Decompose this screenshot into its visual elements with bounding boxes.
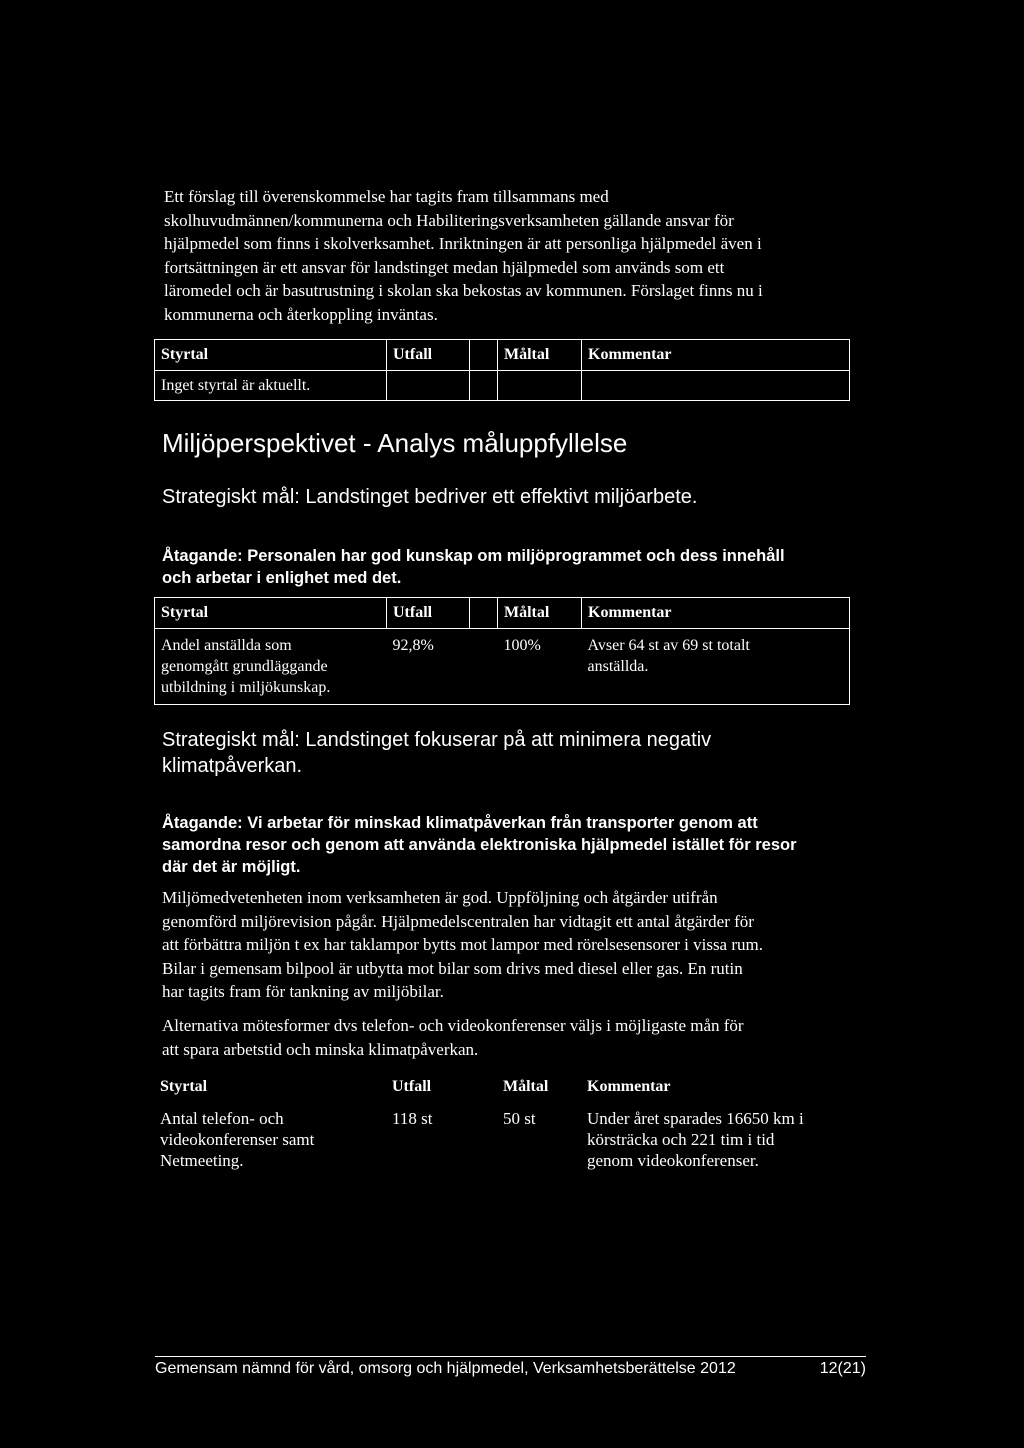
- page-number: 12(21): [819, 1360, 866, 1377]
- cell-line: Antal telefon- och: [160, 1109, 284, 1128]
- cell-utfall: 118 st: [392, 1109, 433, 1128]
- header-maltal: Måltal: [503, 1078, 549, 1095]
- header-gap: [470, 340, 498, 371]
- strategic-goal-2: [162, 727, 711, 779]
- header-maltal: Måltal: [498, 598, 582, 629]
- paragraph-line: Ett förslag till överenskommelse har tagits fram tillsammans med: [164, 187, 609, 206]
- header-styrtal: Styrtal: [160, 1078, 208, 1095]
- cell-line: utbildning i miljökunskap.: [161, 679, 331, 696]
- commitment-line: Åtagande: Vi arbetar för minskad klimatpåverkan från transporter genom att: [162, 814, 758, 832]
- paragraph-line: fortsättningen är ett ansvar för landstinget medan hjälpmedel som används som ett: [164, 257, 725, 277]
- paragraph-line: Bilar i gemensam bilpool är utbytta mot bilar som drivs med diesel eller gas. En rutin: [162, 958, 743, 978]
- cell-gap: [470, 371, 498, 401]
- cell-line: anställda.: [587, 658, 649, 675]
- cell-line: Andel anställda som: [161, 637, 292, 654]
- cell-styrtal: [155, 629, 387, 705]
- cell-line: Netmeeting.: [160, 1151, 244, 1170]
- goal-line: Strategiskt mål: Landstinget fokuserar på att minimera negativ: [162, 729, 712, 751]
- page-footer: [155, 1356, 866, 1378]
- cell-line: videokonferenser samt: [160, 1130, 315, 1149]
- cell-line: genomgått grundläggande: [161, 658, 328, 675]
- commitment-2: [162, 812, 797, 878]
- cell-styrtal: Inget styrtal är aktuellt.: [155, 371, 387, 401]
- paragraph-line: att förbättra miljön t ex har taklampor bytts mot lampor med rörelsesensorer i vissa rum.: [162, 935, 763, 954]
- table-header-row: [155, 340, 850, 371]
- commitment-1: [162, 545, 785, 589]
- cell-maltal: 50 st: [503, 1109, 536, 1128]
- header-gap: [470, 598, 498, 629]
- strategic-goal-1: [162, 484, 697, 510]
- cell-kommentar: [582, 629, 850, 705]
- paragraph-line: hjälpmedel som finns i skolverksamhet. Inriktningen är att personliga hjälpmedel även i: [164, 234, 762, 253]
- header-maltal: Måltal: [498, 340, 582, 371]
- cell-line: Under året sparades 16650 km i: [587, 1109, 804, 1128]
- commitment-line: där det är möjligt.: [162, 858, 301, 876]
- commitment-line: samordna resor och genom att använda elektroniska hjälpmedel istället för resor: [162, 836, 797, 854]
- footer-text: Gemensam nämnd för vård, omsorg och hjälpmedel, Verksamhetsberättelse 2012: [155, 1360, 736, 1377]
- goal-line: klimatpåverkan.: [162, 755, 303, 777]
- environment-paragraph: [162, 886, 862, 1004]
- cell-kommentar: [582, 371, 850, 401]
- table-header-row: [154, 1072, 850, 1102]
- paragraph-line: Miljömedvetenheten inom verksamheten är god. Uppföljning och åtgärder utifrån: [162, 888, 718, 907]
- header-kommentar: Kommentar: [582, 340, 850, 371]
- cell-line: Avser 64 st av 69 st totalt: [587, 637, 750, 654]
- header-styrtal: Styrtal: [155, 598, 387, 629]
- header-kommentar: Kommentar: [587, 1078, 671, 1095]
- table-header-row: [155, 598, 850, 629]
- goal-line: Strategiskt mål: Landstinget bedriver ett effektivt miljöarbete.: [162, 486, 698, 508]
- cell-gap: [469, 1102, 497, 1177]
- header-utfall: Utfall: [387, 340, 470, 371]
- cell-maltal: 100%: [498, 629, 582, 705]
- meeting-paragraph: [162, 1014, 862, 1061]
- section-title: Miljöperspektivet - Analys måluppfyllelse: [162, 428, 628, 458]
- cell-gap: [470, 629, 498, 705]
- header-utfall: Utfall: [392, 1078, 432, 1095]
- header-kommentar: Kommentar: [582, 598, 850, 629]
- paragraph-line: skolhuvudmännen/kommunerna och Habiliteringsverksamheten gällande ansvar för: [164, 210, 734, 230]
- cell-line: körsträcka och 221 tim i tid: [587, 1130, 775, 1149]
- header-utfall: Utfall: [387, 598, 470, 629]
- header-gap: [469, 1072, 497, 1102]
- cell-utfall: [387, 371, 470, 401]
- kpi-table-2: [154, 597, 850, 705]
- table-row: [155, 371, 850, 401]
- paragraph-line: genomförd miljörevision pågår. Hjälpmedelscentralen har vidtagit ett antal åtgärder för: [162, 911, 754, 931]
- table-row: [155, 629, 850, 705]
- paragraph-line: att spara arbetstid och minska klimatpåverkan.: [162, 1039, 479, 1059]
- kpi-table-3: [154, 1072, 850, 1177]
- kpi-table-1: [154, 339, 850, 401]
- commitment-line: Åtagande: Personalen har god kunskap om miljöprogrammet och dess innehåll: [162, 547, 785, 565]
- intro-paragraph: [164, 185, 864, 326]
- paragraph-line: kommunerna och återkoppling inväntas.: [164, 304, 438, 324]
- cell-maltal: [498, 371, 582, 401]
- paragraph-line: läromedel och är basutrustning i skolan ska bekostas av kommunen. Förslaget finns nu i: [164, 281, 763, 300]
- commitment-line: och arbetar i enlighet med det.: [162, 569, 402, 587]
- cell-utfall: 92,8%: [387, 629, 470, 705]
- paragraph-line: har tagits fram för tankning av miljöbilar.: [162, 982, 444, 1001]
- table-row: [154, 1102, 850, 1177]
- paragraph-line: Alternativa mötesformer dvs telefon- och videokonferenser väljs i möjligaste mån för: [162, 1016, 744, 1035]
- cell-line: genom videokonferenser.: [587, 1151, 759, 1170]
- cell-kommentar: [581, 1102, 850, 1177]
- cell-styrtal: [154, 1102, 386, 1177]
- header-styrtal: Styrtal: [155, 340, 387, 371]
